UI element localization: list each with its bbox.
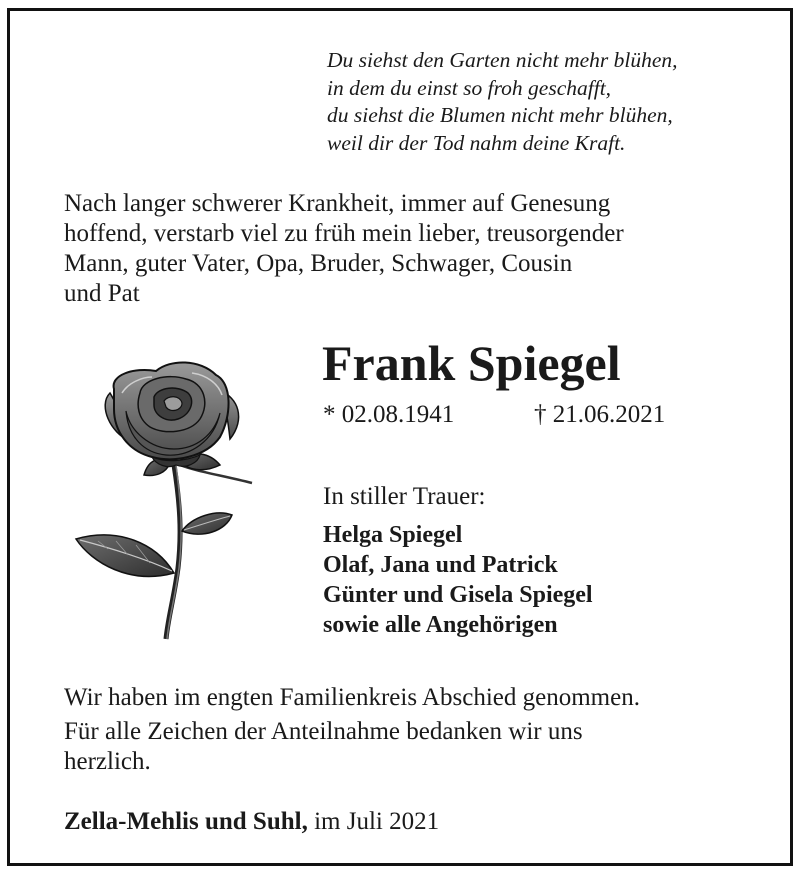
poem-line: Du siehst den Garten nicht mehr blühen, bbox=[327, 48, 678, 72]
mourner-name: sowie alle Angehörigen bbox=[323, 612, 558, 638]
poem-line: in dem du einst so froh geschafft, bbox=[327, 75, 612, 100]
closing-line: herzlich. bbox=[64, 748, 151, 775]
poem-line: du siehst die Blumen nicht mehr blühen, bbox=[327, 103, 673, 127]
intro-line: Mann, guter Vater, Opa, Bruder, Schwager, Cousin bbox=[64, 250, 573, 277]
closing-line: Wir haben im engten Familienkreis Abschied genommen. bbox=[64, 684, 640, 711]
intro-line: und Pat bbox=[64, 280, 140, 307]
mourning-label: In stiller Trauer: bbox=[323, 483, 486, 510]
obituary-notice bbox=[7, 8, 793, 866]
place-and-date bbox=[64, 808, 439, 836]
mourners-list bbox=[323, 520, 593, 640]
mourner-name: Olaf, Jana und Patrick bbox=[323, 552, 558, 578]
closing-line: Für alle Zeichen der Anteilnahme bedanken wir uns bbox=[64, 718, 583, 745]
intro-line: hoffend, verstarb viel zu früh mein lieber, treusorgender bbox=[64, 220, 624, 247]
intro-text bbox=[64, 189, 624, 309]
deceased-name: Frank Spiegel bbox=[322, 335, 621, 391]
place-date: im Juli 2021 bbox=[307, 808, 440, 835]
mourner-name: Günter und Gisela Spiegel bbox=[323, 582, 593, 608]
death-date: † 21.06.2021 bbox=[534, 401, 666, 428]
place-location: Zella-Mehlis und Suhl, bbox=[64, 808, 308, 835]
poem-line: weil dir der Tod nahm deine Kraft. bbox=[327, 130, 626, 155]
mourner-name: Helga Spiegel bbox=[323, 522, 463, 548]
poem bbox=[327, 47, 678, 157]
intro-line: Nach langer schwerer Krankheit, immer auf Genesung bbox=[64, 190, 611, 217]
birth-date: * 02.08.1941 bbox=[323, 401, 455, 428]
closing-text bbox=[64, 683, 640, 777]
rose-illustration bbox=[70, 353, 260, 641]
